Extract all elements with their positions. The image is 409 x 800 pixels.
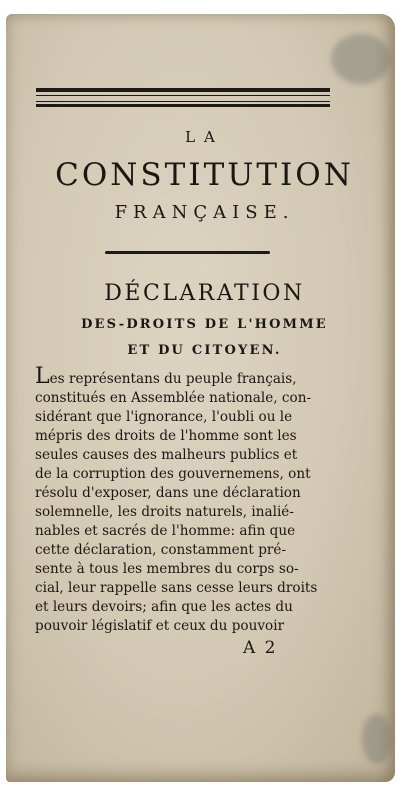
- header-la: LA: [185, 128, 224, 146]
- top-rule-thin-2: [36, 101, 330, 102]
- body-line: constitués en Assemblée nationale, con-: [35, 390, 312, 406]
- edge-wear: [362, 714, 392, 764]
- body-line: résolu d'exposer, dans une déclaration: [35, 485, 301, 501]
- drop-cap: L: [35, 364, 50, 389]
- top-rule-thin-1: [36, 95, 330, 96]
- page-title: CONSTITUTION: [55, 157, 354, 193]
- body-line: pouvoir législatif et ceux du pouvoir: [35, 618, 285, 634]
- body-line: de la corruption des gouvernemens, ont: [35, 466, 311, 482]
- top-rule-thick-2: [36, 104, 330, 107]
- declaration-subtitle-1: DES-DROITS DE L'HOMME: [81, 317, 328, 332]
- page-subtitle: FRANÇAISE.: [114, 202, 295, 223]
- body-line: cette déclaration, constamment pré-: [35, 542, 287, 558]
- declaration-title: DÉCLARATION: [104, 281, 305, 306]
- top-rule-thick: [36, 88, 330, 92]
- body-line: [35, 364, 297, 389]
- body-line: mépris des droits de l'homme sont les: [35, 428, 297, 444]
- ornamental-rule: [105, 251, 270, 254]
- body-line: nables et sacrés de l'homme: afin que: [35, 523, 296, 539]
- body-line-text: es représentans du peuple français,: [49, 371, 297, 387]
- body-line: sidérant que l'ignorance, l'oubli ou le: [35, 409, 293, 425]
- water-stain: [331, 34, 391, 84]
- body-line: sente à tous les membres du corps so-: [35, 561, 299, 577]
- body-line: seules causes des malheurs publics et: [35, 447, 298, 463]
- body-line: et leurs devoirs; afin que les actes du: [35, 599, 293, 615]
- body-line: cial, leur rappelle sans cesse leurs droits: [35, 580, 318, 596]
- declaration-subtitle-2: ET DU CITOYEN.: [127, 343, 282, 358]
- signature-mark: A 2: [243, 638, 278, 658]
- body-line: solemnelle, les droits naturels, inalié-: [35, 504, 294, 520]
